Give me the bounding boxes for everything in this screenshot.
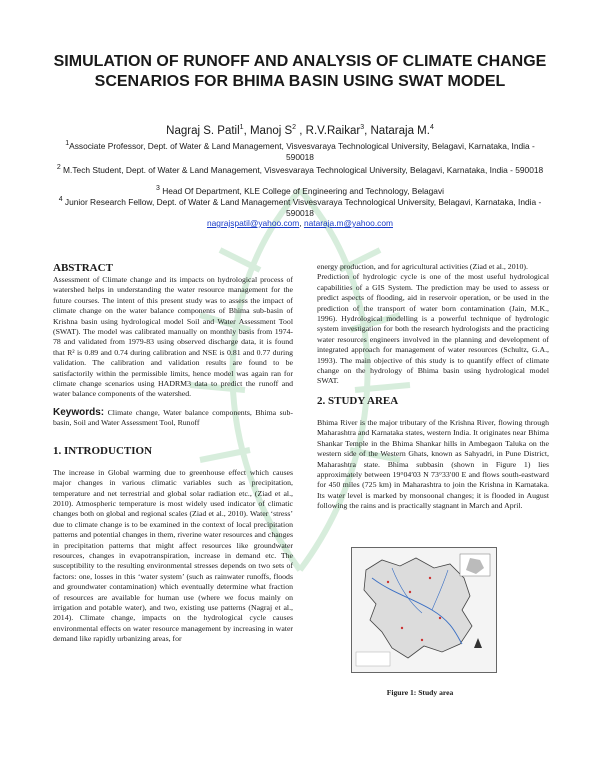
section-heading: ABSTRACT	[53, 262, 113, 274]
map-graphic	[352, 548, 496, 672]
paragraph: Prediction of hydrologic cycle is one of the most useful hydrological capabilities of a GIS System. The prediction may be used to assess or predict aspects of flooding, aid in reservoir operation, or be used in the prediction of the transport of water born contamination (Jain, M.K., 1996). Hydrological modelling is a powerful technique of hydrologic system investigation for both the research hydrologists and the practicing water resources engineers involved in the planning and development of integrated approach for management of water resources (Schultz, G.A., 1993). The main objective of this study is to quantify effect of climate change on the hydrology of Bhima basin using hydrological model SWAT.	[317, 272, 549, 386]
section-heading: 1. INTRODUCTION	[53, 444, 153, 457]
author-name: Manoj S	[249, 124, 293, 137]
right-column	[317, 262, 549, 512]
affiliation: $^4$ Junior Research Fellow, Dept. of Water & Land Management Visvesvaraya Technological University, Belagavi, Karnataka, India - 590018	[58, 196, 542, 219]
keywords: Keywords: Climate change, Water balance components, Bhima sub-basin, Soil and Water Assessment Tool, Runoff	[53, 406, 293, 428]
figure-caption: Figure 1: Study area	[386, 688, 454, 697]
paper-title: SIMULATION OF RUNOFF AND ANALYSIS OF CLIMATE CHANGE SCENARIOS FOR BHIMA BASIN USING SWAT MODEL	[53, 53, 547, 90]
affiliation: $^3$ Head Of Department, KLE College of Engineering and Technology, Belagavi	[155, 185, 445, 196]
section-heading: 2. STUDY AREA	[317, 394, 399, 407]
author-name: Nagraj S. Patil	[166, 124, 240, 137]
abstract-text: Assessment of Climate change and its impacts on hydrological process of watershed helps in understanding the water resource management for the future courses. The intent of this present study was to assess the impact of climate change on the water balance components of Bhima sub-basin of Krishna basin using hydrological model Soil and Water Assessment Tool (SWAT). The model was calibrated manually on monthly basis from 1974-78 and validated from 1979-83 using observed discharge data, it is found that R² is 0.89 and 0.74 during calibration and NSE is 0.81 and 0.77 during validation. The calibration and validation results are found to be satisfactorily within the permissible limits, hence model was again ran for climate change scenarios using HADRM3 data to predict the runoff and water balance components of the watershed.	[53, 275, 293, 399]
left-column	[53, 262, 293, 645]
email-link[interactable]: nagrajspatil@yahoo.com	[206, 218, 300, 228]
paragraph: energy production, and for agricultural activities (Ziad et al., 2010).	[317, 262, 528, 271]
author-name: R.V.Raikar	[305, 124, 361, 137]
study-text: Bhima River is the major tributary of the Krishna River, flowing through Maharashtra and Karnataka states, western India. It originates near Bhima Shankar Temple in the Bhima Shankar hills in Ambegaon Taluka on the western side of the Western Ghats, known as Sahyadri, in Pune District, Maharashtra state. Bhima subbasin (shown in Figure 1) lies approximately between 19°04′03 N 73°33′00 E and flows south-eastward for 450 miles (725 km) in Maharashtra to join the Krishna in Karnataka. Its water level is marked by monsoonal changes; it is flooded in August following the rains and is practically stagnant in March and April.	[317, 417, 549, 511]
email-link[interactable]: nataraja.m@yahoo.com	[303, 218, 393, 228]
email-line: nagrajspatil@yahoo.com, nataraja.m@yahoo.com	[206, 218, 393, 228]
affiliation: $^2$ M.Tech Student, Dept. of Water & Land Management, Visvesvaraya Technological University, Belagavi, Karnataka, India - 590018	[56, 164, 544, 175]
intro-text: The increase in Global warming due to greenhouse effect which causes major changes in various climatic variables such as precipitation, temperature and net terrestrial and global solar radiation etc., (Ziad et al., 2010). Atmospheric temperature is most widely used indicator of climatic changes both on global and regional scales (Ziad et al., 2010). Water ‘stress’ due to climate change is to be examined in the context of local precipitation patterns and potential changes in them, riverine water resources and changes in precipitation patterns that might affect resources like groundwater resources, changes in evapotranspiration, increase in demand etc. The susceptibility to the resulting environmental stresses depends on two sets of factors: one, losses in this ‘water system’ (such as rainwater runoffs, floods and groundwater contamination) which eventually determine what fraction of resources are available for human use (where we focus mainly on irrigation and potable water), and two, existing use patterns (Nagraj et al., 2014). Climate change, impacts on the hydrological cycle causes environmental effects on water resource management by increasing in water demand like rapidly urbanizing areas, for	[53, 467, 293, 644]
author-line: Nagraj S. Patil$^1$, Manoj $S^2$ , R.V.Raikar$^3$, Nataraja M.$^4$	[166, 124, 434, 137]
study-area-map	[351, 547, 497, 673]
affiliation: $^1$Associate Professor, Dept. of Water & Land Management, Visvesvaraya Technological University, Belagavi, Karnataka, India - 590018	[65, 140, 535, 163]
author-name: Nataraja M.	[370, 124, 430, 137]
